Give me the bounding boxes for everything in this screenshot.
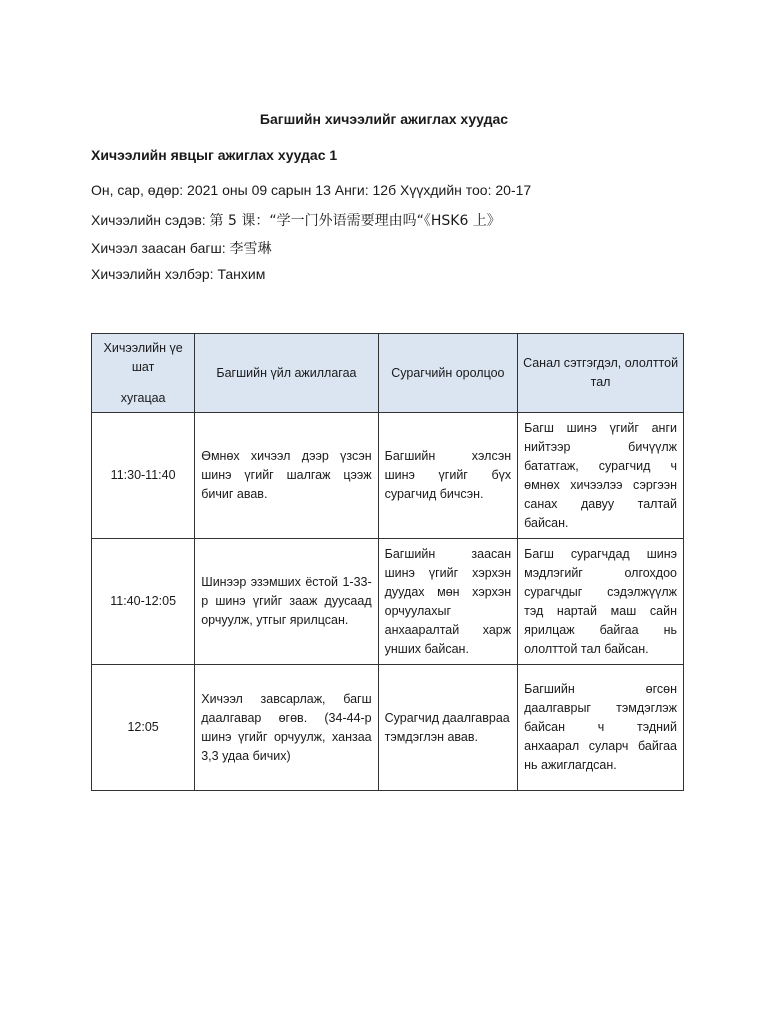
student-participation-cell: Багшийн заасан шинэ үгийг хэрхэн дуудах мөн хэрхэн орчуулахыг анхааралтай харж унших байсан. [378,539,517,665]
header-student-participation: Сурагчийн оролцоо [378,334,517,413]
time-cell: 11:40-12:05 [92,539,195,665]
teacher-activity-cell: Шинээр эзэмших ёстой 1-33-р шинэ үгийг зааж дуусаад орчуулж, утгыг ярилцсан. [195,539,378,665]
table-row [92,413,684,539]
header-stage-line2: шат [131,359,155,374]
header-stage-duration [92,334,195,413]
feedback-cell: Багш сурагчдад шинэ мэдлэгийг олгохдоо сурагчдыг сэдэлжүүлж тэд нартай маш сайн ярилцаж байгаа нь ололттой тал байсан. [518,539,684,665]
table-row [92,539,684,665]
teacher-line [91,238,272,258]
page-title: Багшийн хичээлийг ажиглах хуудас [259,111,509,127]
header-teacher-activity: Багшийн үйл ажиллагаа [195,334,378,413]
time-cell: 12:05 [92,665,195,791]
observation-table [91,333,684,791]
teacher-value: 李雪琳 [229,241,272,257]
sheet-subtitle: Хичээлийн явцыг ажиглах хуудас 1 [91,147,338,163]
format-line: Хичээлийн хэлбэр: Танхим [91,266,266,282]
header-stage-line1: Хичээлийн үе [103,340,183,355]
topic-line [91,210,501,230]
date-class-line: Он, сар, өдөр: 2021 оны 09 сарын 13 Анги: 12б Хүүхдийн тоо: 20-17 [91,182,532,198]
teacher-label: Хичээл заасан багш: [91,240,230,256]
topic-label: Хичээлийн сэдэв: [91,212,210,228]
student-participation-cell: Сурагчид даалгавраа тэмдэглэн авав. [378,665,517,791]
table-header-row [92,334,684,413]
feedback-cell: Багш шинэ үгийг анги нийтээр бичүүлж бататгаж, сурагчид ч өмнөх хичээлээ сэргээн санах давуу талтай байсан. [518,413,684,539]
topic-value: 第 5 课：“学一门外语需要理由吗“《HSK6 上》 [209,213,501,229]
teacher-activity-cell: Хичээл завсарлаж, багш даалгавар өгөв. (34-44-р шинэ үгийг орчуулж, ханзаа 3,3 удаа бичих) [195,665,378,791]
time-cell: 11:30-11:40 [92,413,195,539]
header-duration: хугацаа [120,390,166,405]
table-row [92,665,684,791]
student-participation-cell: Багшийн хэлсэн шинэ үгийг бүх сурагчид бичсэн. [378,413,517,539]
header-feedback: Санал сэтгэгдэл, ололттой тал [518,334,684,413]
feedback-cell: Багшийн өгсөн даалгаврыг тэмдэглэж байсан ч тэдний анхаарал суларч байгаа нь ажиглагдсан. [518,665,684,791]
teacher-activity-cell: Өмнөх хичээл дээр үзсэн шинэ үгийг шалгаж цээж бичиг авав. [195,413,378,539]
